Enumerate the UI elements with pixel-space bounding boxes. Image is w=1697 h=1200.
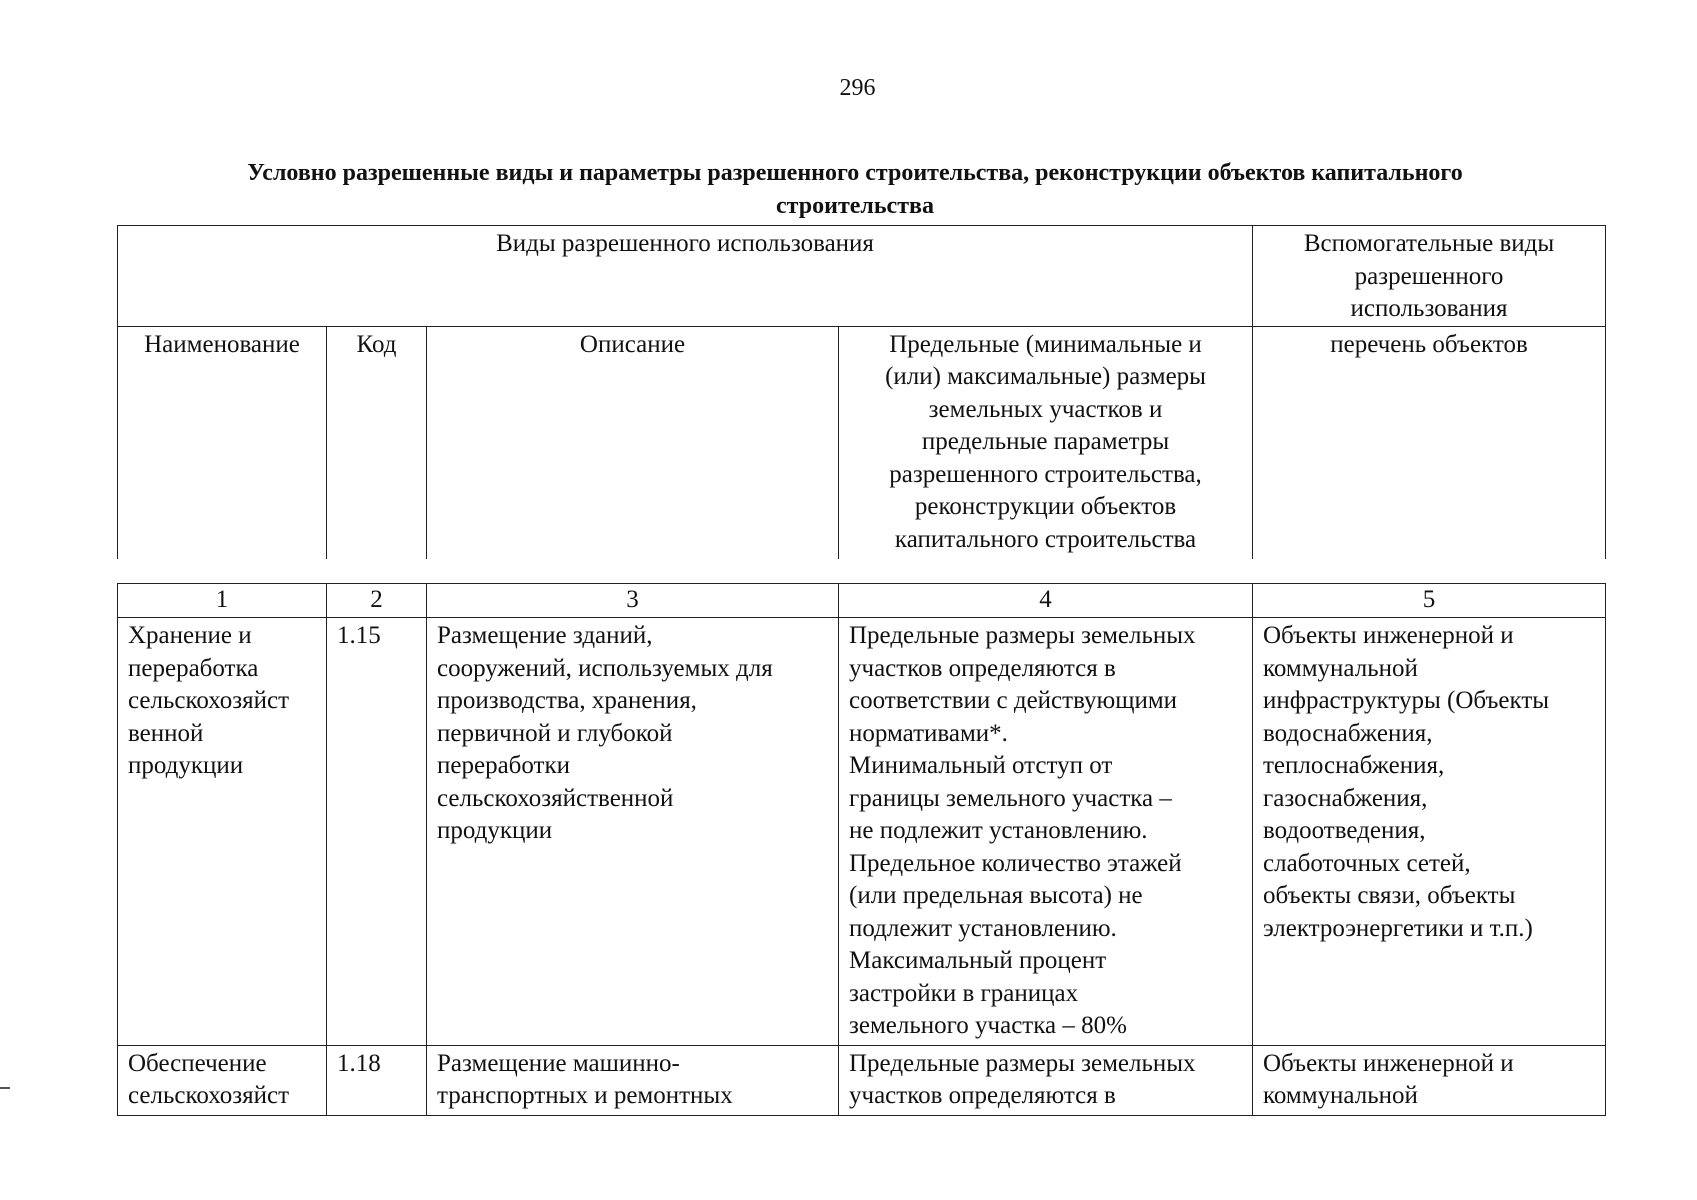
header-col-objects bbox=[1253, 326, 1606, 559]
cell-line: земельного участка – 80% bbox=[849, 1012, 1127, 1039]
cell-line: инфраструктуры (Объекты bbox=[1263, 687, 1550, 714]
cell-line: транспортных и ремонтных bbox=[437, 1082, 733, 1109]
cell-description bbox=[427, 1045, 839, 1115]
cell-name bbox=[118, 618, 327, 1046]
column-number: 3 bbox=[427, 584, 839, 618]
body-table bbox=[117, 583, 1606, 1116]
title-line: Условно разрешенные виды и параметры разрешенного строительства, реконструкции объектов капитального bbox=[247, 160, 1463, 186]
cell-objects bbox=[1253, 1045, 1606, 1115]
header-col-description-label: Описание bbox=[579, 330, 686, 358]
cell-line: теплоснабжения, bbox=[1263, 752, 1445, 779]
cell-name bbox=[118, 1045, 327, 1115]
cell-line: Максимальный процент bbox=[849, 947, 1107, 974]
column-number: 4 bbox=[839, 584, 1253, 618]
cell-line: нормативами*. bbox=[849, 719, 1008, 747]
cell-line: переработки bbox=[437, 752, 571, 779]
column-number: 1 bbox=[118, 584, 327, 618]
cell-objects bbox=[1253, 618, 1606, 1046]
header-col-description bbox=[427, 326, 839, 559]
cell-line: электроэнергетики и т.п.) bbox=[1263, 914, 1533, 942]
cell-line: водоотведения, bbox=[1263, 817, 1426, 844]
cell-line: Предельное количество этажей bbox=[849, 849, 1182, 877]
cell-line: Обеспечение bbox=[128, 1049, 267, 1077]
cell-line: переработка bbox=[128, 654, 259, 682]
column-number-row bbox=[118, 584, 1606, 618]
cell-description bbox=[427, 618, 839, 1046]
cell-line: Минимальный отступ от bbox=[849, 752, 1113, 779]
cell-code bbox=[327, 618, 427, 1046]
cell-line: Хранение и bbox=[128, 622, 252, 649]
document-title bbox=[130, 157, 1580, 223]
cell-line: (или предельная высота) не bbox=[849, 882, 1143, 909]
margin-mark bbox=[0, 1087, 10, 1089]
cell-line: венной bbox=[128, 719, 204, 747]
cell-line: продукции bbox=[128, 752, 244, 779]
header-limits-line: предельные параметры bbox=[921, 428, 1170, 455]
header-limits-line: земельных участков и bbox=[928, 395, 1163, 423]
cell-line: соответствии с действующими bbox=[849, 687, 1178, 714]
cell-limits bbox=[839, 1045, 1253, 1115]
header-table bbox=[117, 225, 1606, 559]
header-limits-line: Предельные (минимальные и bbox=[889, 330, 1202, 358]
header-col-code-label: Код bbox=[356, 330, 397, 358]
header-limits-line: разрешенного строительства, bbox=[889, 460, 1202, 488]
table-row bbox=[118, 1045, 1606, 1115]
cell-line: застройки в границах bbox=[849, 979, 1079, 1007]
header-auxiliary-line: использования bbox=[1350, 295, 1508, 322]
column-number: 2 bbox=[327, 584, 427, 618]
cell-code-value: 1.15 bbox=[337, 622, 381, 649]
cell-line: водоснабжения, bbox=[1263, 719, 1433, 747]
cell-line: Предельные размеры земельных bbox=[849, 1049, 1196, 1077]
cell-limits bbox=[839, 618, 1253, 1046]
cell-line: участков определяются в bbox=[849, 654, 1116, 682]
cell-line: коммунальной bbox=[1263, 1082, 1418, 1109]
header-auxiliary-line: Вспомогательные виды bbox=[1303, 230, 1555, 257]
header-col-objects-label: перечень объектов bbox=[1330, 330, 1528, 358]
cell-line: Размещение машинно- bbox=[437, 1049, 680, 1077]
column-number: 5 bbox=[1253, 584, 1606, 618]
cell-line: подлежит установлению. bbox=[849, 914, 1117, 942]
header-permitted-uses-label: Виды разрешенного использования bbox=[496, 230, 874, 257]
cell-line: сооружений, используемых для bbox=[437, 654, 773, 682]
header-limits-line: (или) максимальные) размеры bbox=[885, 363, 1206, 390]
cell-line: не подлежит установлению. bbox=[849, 817, 1148, 844]
cell-line: сельскохозяйственной bbox=[437, 784, 674, 812]
cell-line: Размещение зданий, bbox=[437, 622, 653, 649]
cell-line: Объекты инженерной и bbox=[1263, 1049, 1514, 1077]
header-auxiliary-line: разрешенного bbox=[1354, 262, 1504, 290]
cell-line: продукции bbox=[437, 817, 553, 844]
header-limits-line: реконструкции объектов bbox=[914, 493, 1177, 520]
cell-line: объекты связи, объекты bbox=[1263, 882, 1516, 909]
cell-code bbox=[327, 1045, 427, 1115]
header-auxiliary-uses bbox=[1253, 226, 1606, 327]
cell-code-value: 1.18 bbox=[337, 1049, 381, 1077]
cell-line: участков определяются в bbox=[849, 1082, 1116, 1109]
cell-line: границы земельного участка – bbox=[849, 784, 1172, 812]
header-permitted-uses bbox=[118, 226, 1253, 327]
cell-line: Предельные размеры земельных bbox=[849, 622, 1196, 649]
cell-line: коммунальной bbox=[1263, 654, 1418, 682]
cell-line: сельскохозяйст bbox=[128, 1082, 290, 1109]
header-col-code bbox=[327, 326, 427, 559]
cell-line: Объекты инженерной и bbox=[1263, 622, 1514, 649]
cell-line: производства, хранения, bbox=[437, 687, 697, 714]
header-limits-line: капитального строительства bbox=[894, 525, 1197, 553]
cell-line: первичной и глубокой bbox=[437, 719, 673, 747]
title-line: строительства bbox=[776, 193, 934, 219]
cell-line: слаботочных сетей, bbox=[1263, 849, 1471, 877]
cell-line: газоснабжения, bbox=[1263, 784, 1428, 812]
header-col-name bbox=[118, 326, 327, 559]
cell-line: сельскохозяйст bbox=[128, 687, 290, 714]
header-col-name-label: Наименование bbox=[144, 330, 300, 358]
header-col-limits bbox=[839, 326, 1253, 559]
table-row bbox=[118, 618, 1606, 1046]
page-number: 296 bbox=[839, 75, 876, 101]
